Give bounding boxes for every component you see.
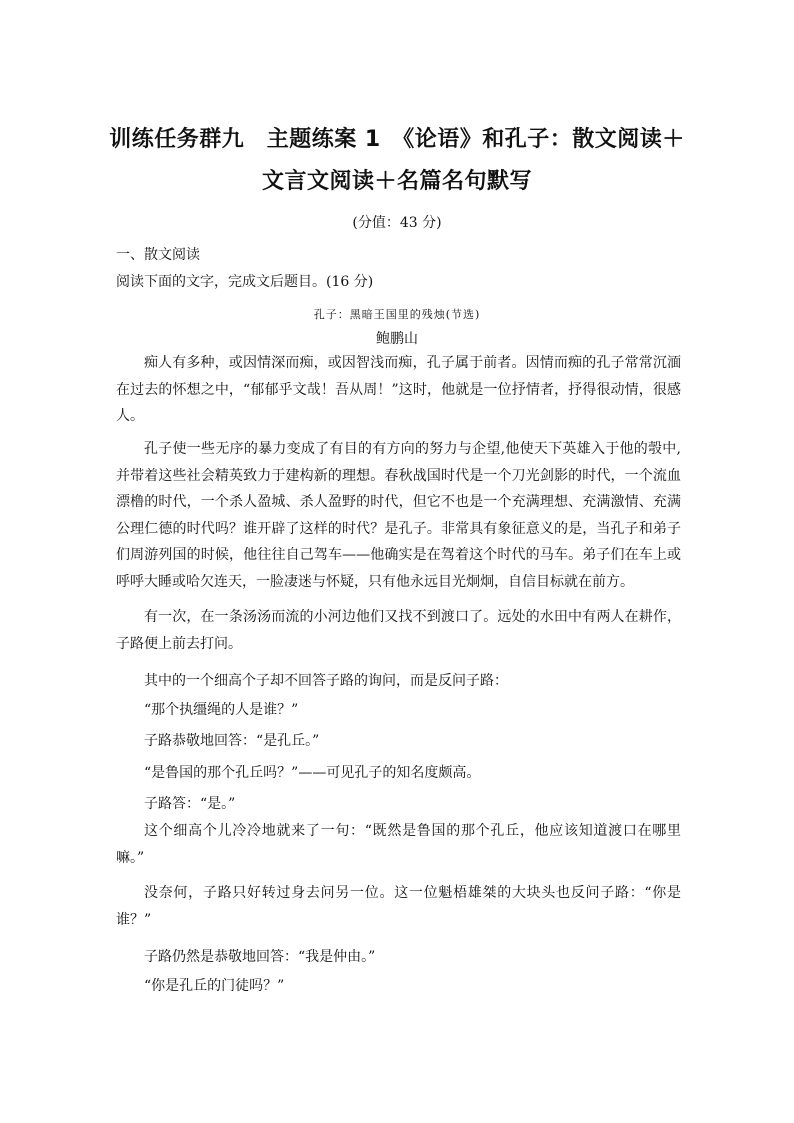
- article-author: 鲍鹏山: [376, 331, 418, 347]
- article-title: 孔子：黑暗王国里的残烛(节选): [313, 308, 481, 321]
- paragraph-7: “是鲁国的那个孔丘吗？”——可见孔子的知名度颇高。: [144, 765, 481, 781]
- page-title-line1: 训练任务群九 主题练案 1 《论语》和孔子：散文阅读＋: [109, 127, 685, 152]
- paragraph-10: 没奈何，子路只好转过身去问另一位。这一位魁梧雄桀的大块头也反问子路：“你是谁？”: [116, 885, 681, 928]
- paragraph-6: 子路恭敬地回答：“是孔丘。”: [144, 733, 320, 749]
- score-note: (分值：43 分): [352, 215, 442, 231]
- paragraph-2: 孔子使一些无序的暴力变成了有目的有方向的努力与企望,他使天下英雄入于他的彀中,并带着这些社会精英致力于建构新的理想。春秋战国时代是一个刀光剑影的时代，一个流血漂橹的时代，一个杀人盈城、杀人盈野的时代，但它不也是一个充满理想、充满激情、充满公理仁德的时代吗？谁开辟了这样的时代？是孔子。非常具有象征意义的是，当孔子和弟子们周游列国的时候，他往往自己驾车——他确实是在驾着这个时代的马车。弟子们在车上或呼呼大睡或哈欠连天，一脸凄迷与怀疑，只有他永远目光炯炯，自信目标就在前方。: [116, 441, 681, 590]
- paragraph-4: 其中的一个细高个子却不回答子路的询问，而是反问子路：: [144, 673, 508, 689]
- paragraph-5: “那个执缰绳的人是谁？”: [144, 702, 299, 718]
- section-heading: 一、散文阅读: [116, 247, 200, 263]
- paragraph-8: 子路答：“是。”: [144, 796, 236, 812]
- page-title-line2: 文言文阅读＋名篇名句默写: [261, 169, 532, 194]
- paragraph-11: 子路仍然是恭敬地回答：“我是仲由。”: [144, 949, 376, 965]
- paragraph-9: 这个细高个儿冷冷地就来了一句：“既然是鲁国的那个孔丘，他应该知道渡口在哪里嘛。”: [116, 823, 681, 866]
- paragraph-3: 有一次，在一条汤汤而流的小河边他们又找不到渡口了。远处的水田中有两人在耕作，子路便上前去打问。: [116, 609, 681, 652]
- section-instruction: 阅读下面的文字，完成文后题目。(16 分): [116, 274, 374, 290]
- paragraph-12: “你是孔丘的门徒吗？”: [144, 978, 285, 994]
- paragraph-1: 痴人有多种，或因情深而痴，或因智浅而痴，孔子属于前者。因情而痴的孔子常常沉湎在过去的怀想之中，“郁郁乎文哉！吾从周！”这时，他就是一位抒情者，抒得很动情，很感人。: [116, 355, 681, 424]
